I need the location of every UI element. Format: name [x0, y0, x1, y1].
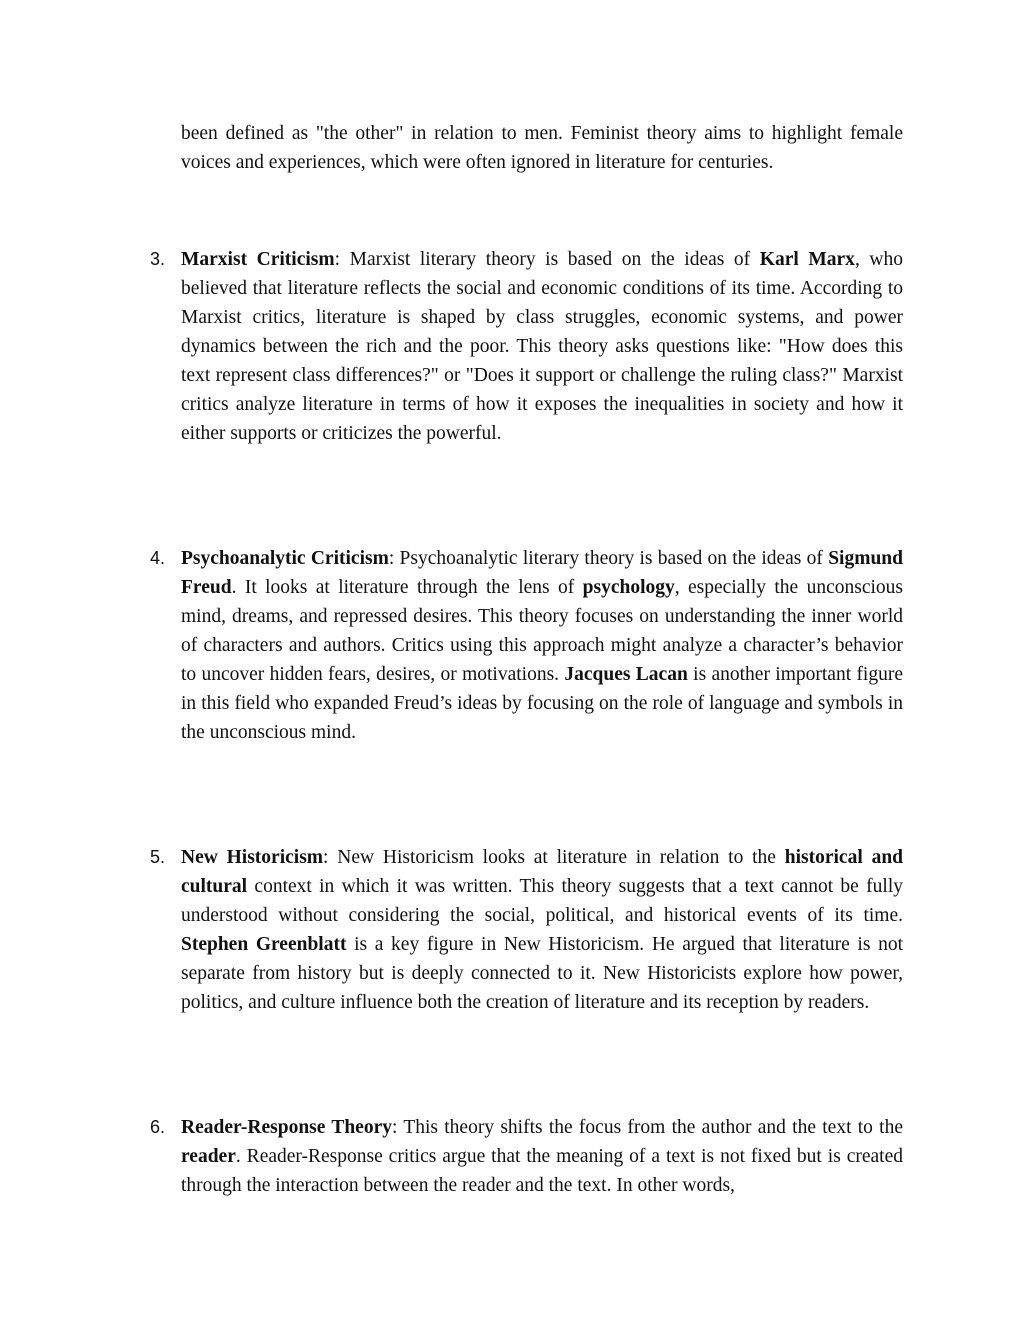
list-number: 6. [150, 1117, 166, 1137]
item-text: . Reader-Response critics argue that the meaning of a text is not fixed but is created through the interaction between the reader and the text. In other words, [181, 1146, 903, 1196]
item-bold-text: Sigmund Freud [181, 548, 903, 598]
item-bold-text: reader [181, 1146, 236, 1167]
item-text: context in which it was written. This theory suggests that a text cannot be fully understood without considering the social, political, and historical events of its time. [181, 876, 903, 926]
item-text: , who believed that literature reflects the social and economic conditions of its time. According to Marxist critics, literature is shaped by class struggles, economic systems, and power dynamics between the rich and the poor. This theory asks questions like: "How does this text represent class differences?" or "Does it support or challenge the ruling class?" Marxist critics analyze literature in terms of how it exposes the inequalities in society and how it either supports or criticizes the powerful. [181, 249, 903, 444]
item-bold-text: Karl Marx [759, 249, 855, 270]
item-text: : This theory shifts the focus from the author and the text to the [392, 1117, 903, 1138]
item-text: , especially the unconscious mind, dreams, and repressed desires. This theory focuses on understanding the inner world of characters and authors. Critics using this approach might analyze a character’s behavior to uncover hidden fears, desires, or motivations. [181, 577, 903, 685]
item-bold-text: psychology [582, 577, 675, 598]
item-text: : Marxist literary theory is based on the ideas of [334, 249, 760, 270]
item-text: is another important figure in this field who expanded Freud’s ideas by focusing on the role of language and symbols in the unconscious mind. [181, 664, 904, 743]
item-term: Psychoanalytic Criticism [181, 548, 389, 569]
list-number: 5. [150, 847, 166, 867]
list-number: 4. [150, 548, 166, 568]
list-item-new-historicism [181, 843, 903, 1017]
list-item-psychoanalytic-criticism [181, 544, 903, 747]
item-text: is a key figure in New Historicism. He argued that literature is not separate from history but is deeply connected to it. New Historicists explore how power, politics, and culture influence both the creation of literature and its reception by readers. [181, 934, 903, 1013]
item-text: : New Historicism looks at literature in relation to the [323, 847, 785, 868]
item-term: New Historicism [181, 847, 324, 868]
item-text: : Psychoanalytic literary theory is based on the ideas of [388, 548, 829, 569]
list-item-reader-response-theory [181, 1113, 903, 1200]
item-text: . It looks at literature through the lens of [231, 577, 583, 598]
item-bold-text: Jacques Lacan [564, 664, 688, 685]
list-item-marxist-criticism [181, 245, 903, 448]
item-bold-text: historical and cultural [181, 847, 904, 897]
item-term: Reader-Response Theory [181, 1117, 392, 1138]
item-term: Marxist Criticism [181, 249, 335, 270]
intro-paragraph [181, 119, 903, 177]
list-number: 3. [150, 249, 166, 269]
intro-text: been defined as "the other" in relation to men. Feminist theory aims to highlight female voices and experiences, which were often ignored in literature for centuries. [181, 123, 903, 173]
item-bold-text: Stephen Greenblatt [181, 934, 347, 955]
